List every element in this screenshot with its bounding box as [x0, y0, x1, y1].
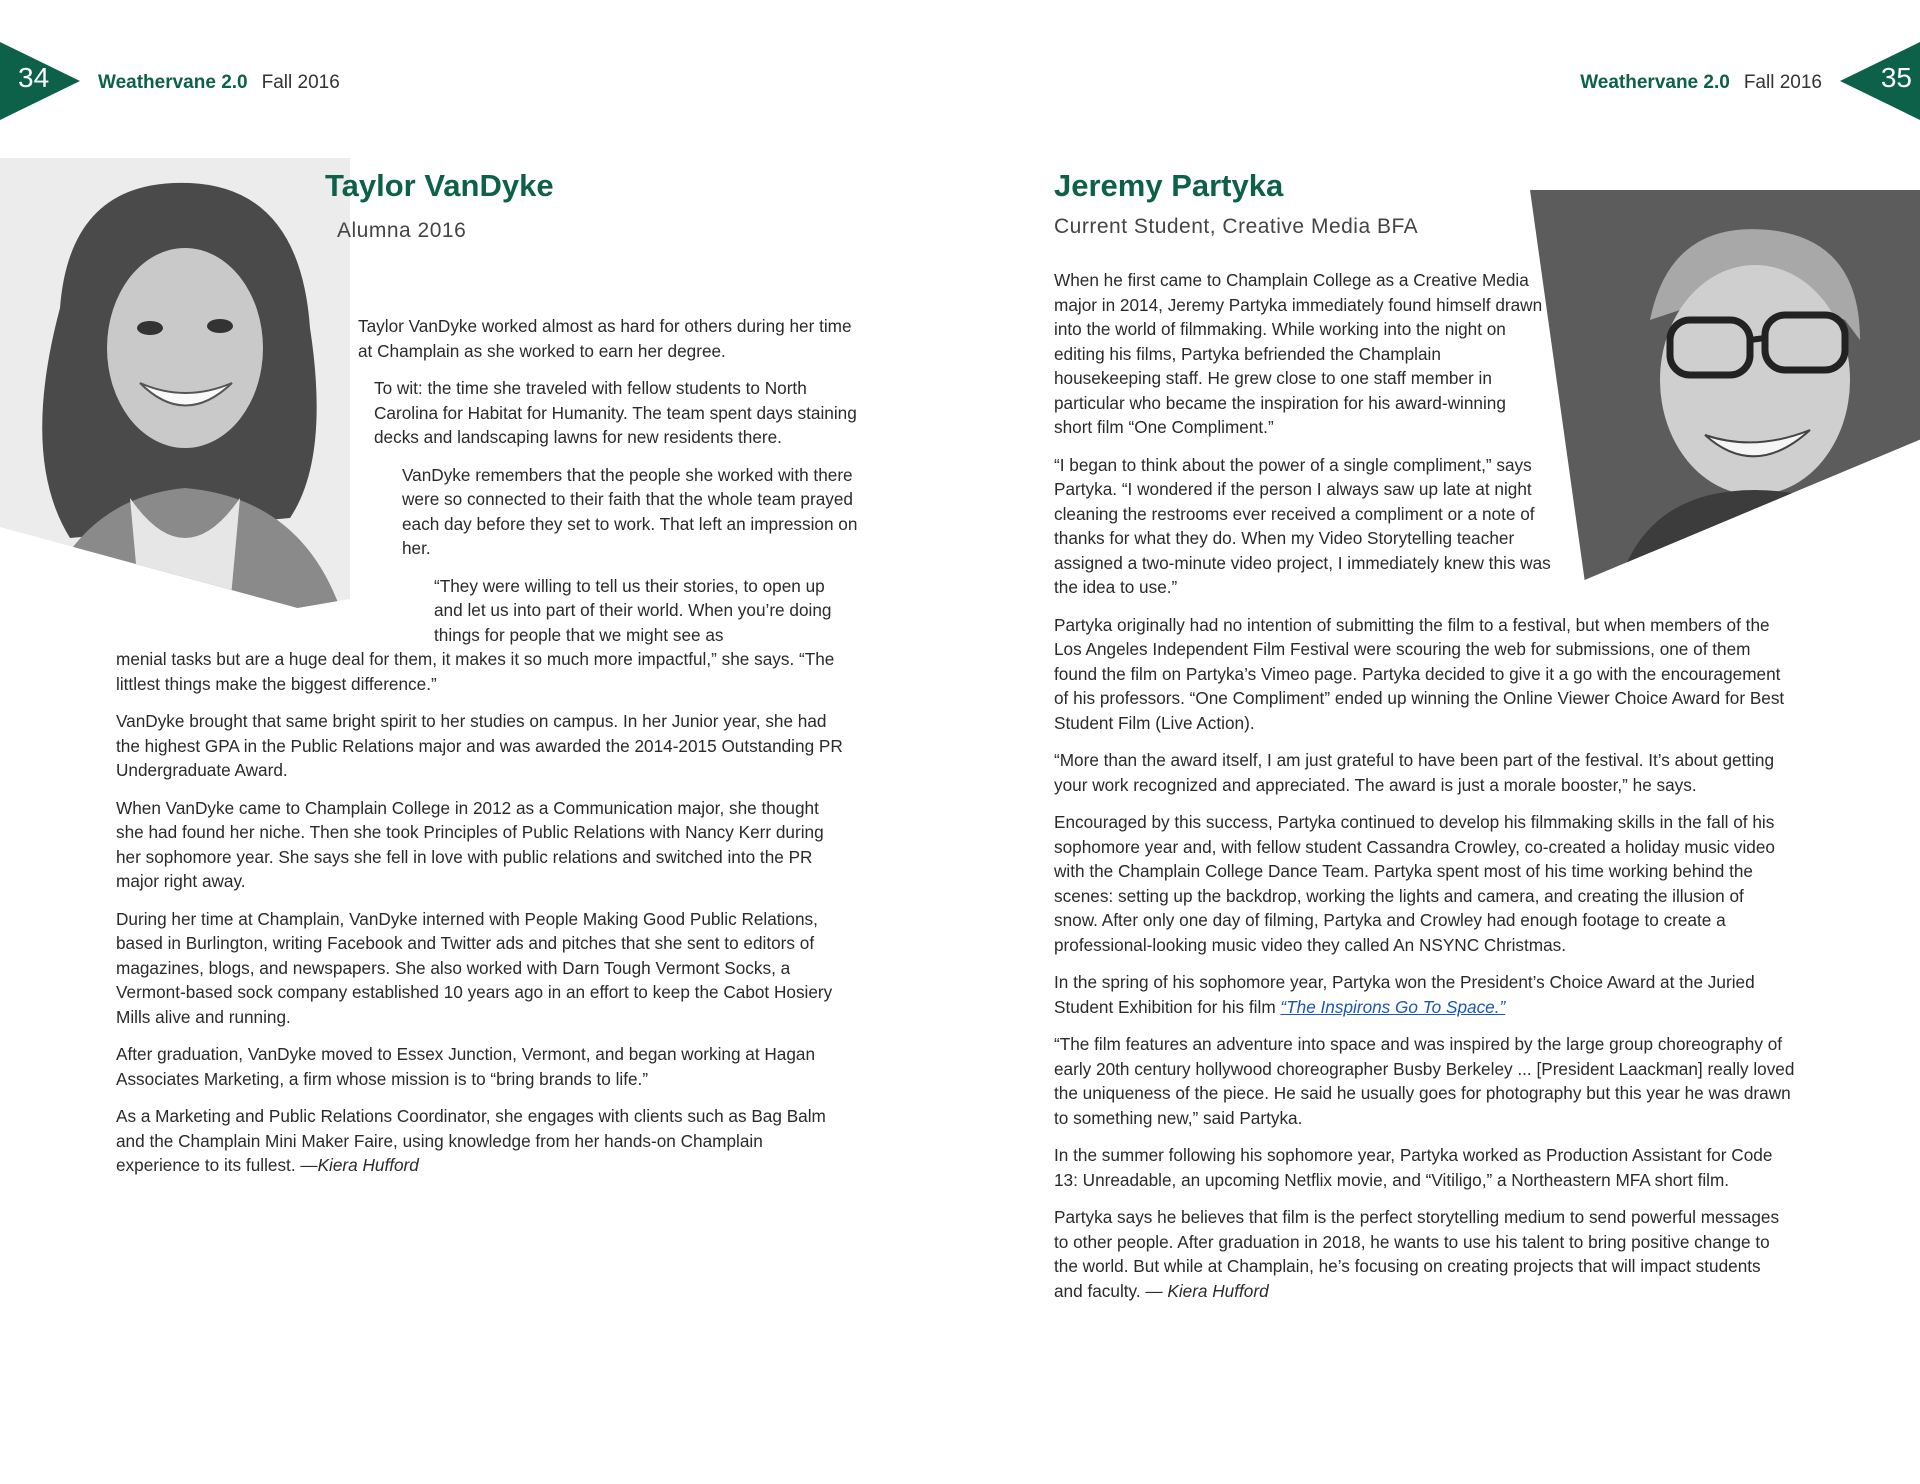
closing-text: Partyka says he believes that film is the perfect storytelling medium to send powerful messages to other people. After graduation in 2018, he wants to use his talent to bring positive change to the world. But while at Champlain, he’s focusing on creating projects that will impact students and faculty. — [1054, 1207, 1780, 1301]
quote-start: “They were willing to tell us their stories, to open up and let us into part of their world. When you’re doing things for people that we might see as — [434, 575, 832, 645]
paragraph: In the summer following his sophomore year, Partyka worked as Production Assistant for Code 13: Unreadable, an upcoming Netflix movie, and “Vitiligo,” a Northeastern MFA short film. — [1054, 1145, 1773, 1190]
paragraph: “I began to think about the power of a single compliment,” says Partyka. “I wondered if the person I always saw up late at night cleaning the restrooms ever received a compliment or a note of thanks for what they do. When my Video Storytelling teacher assigned a two-minute video project, I immediately knew this was the idea to use.” — [1054, 454, 1551, 597]
quote-paragraph — [116, 574, 856, 697]
paragraph: When he first came to Champlain College as a Creative Media major in 2014, Jeremy Partyka immediately found himself drawn into the world of filmmaking. While working into the night on editing his films, Partyka befriended the Champlain housekeeping staff. He grew close to one staff member in particular who became the inspiration for his award-winning short film “One Compliment.” — [1054, 270, 1543, 437]
film-link[interactable]: “The Inspirons Go To Space.” — [1280, 996, 1506, 1017]
paragraph: Encouraged by this success, Partyka continued to develop his filmmaking skills in the fall of his sophomore year and, with fellow student Cassandra Crowley, co-created a holiday music video with the Champlain College Dance Team. Partyka spent most of his time working behind the scenes: setting up the backdrop, working the lights and camera, and creating the illusion of snow. After only one day of filming, Partyka and Crowley had enough footage to create a professional-looking music video they called An NSYNC Christmas. — [1054, 812, 1775, 955]
page-number: 35 — [1880, 62, 1912, 93]
paragraph: Partyka originally had no intention of submitting the film to a festival, but when members of the Los Angeles Independent Film Festival were scouring the web for submissions, one of them found the film on Partyka’s Vimeo page. Partyka decided to give it a go with the encouragement of his professors. “One Compliment” ended up winning the Online Viewer Choice Award for Best Student Film (Live Action). — [1054, 614, 1785, 733]
award-text: In the spring of his sophomore year, Partyka won the President’s Choice Award at the Juried Student Exhibition for his film — [1054, 972, 1755, 1017]
profile-name: Jeremy Partyka — [1054, 168, 1284, 203]
quote-end: menial tasks but are a huge deal for them, it makes it so much more impactful,” she says. “The littlest things make the biggest difference.” — [116, 649, 835, 694]
paragraph: During her time at Champlain, VanDyke interned with People Making Good Public Relations, based in Burlington, writing Facebook and Twitter ads and pitches that she sent to editors of magazines, blogs, and newspapers. She also worked with Darn Tough Vermont Socks, a Vermont-based sock company established 10 years ago in an effort to keep the Cabot Hosiery Mills alive and running. — [116, 908, 833, 1027]
paragraph — [116, 1104, 836, 1178]
author-signature: —Kiera Hufford — [300, 1155, 419, 1175]
article-body-left — [116, 314, 856, 1191]
paragraph — [1054, 1205, 1794, 1303]
right-page — [960, 0, 1920, 1484]
paragraph: Taylor VanDyke worked almost as hard for others during her time at Champlain as she worked to earn her degree. — [358, 316, 852, 361]
paragraph: After graduation, VanDyke moved to Essex Junction, Vermont, and began working at Hagan Associates Marketing, a firm whose mission is to “bring brands to life.” — [116, 1044, 816, 1089]
paragraph: When VanDyke came to Champlain College in 2012 as a Communication major, she thought she had found her niche. Then she took Principles of Public Relations with Nancy Kerr during her sophomore year. She says she fell in love with public relations and switched into the PR major right away. — [116, 797, 824, 891]
running-header — [1580, 72, 1822, 94]
author-signature: — Kiera Hufford — [1145, 1280, 1269, 1301]
magazine-title: Weathervane 2.0 — [98, 72, 248, 93]
closing-text: As a Marketing and Public Relations Coordinator, she engages with clients such as Bag Balm and the Champlain Mini Maker Faire, using knowledge from her hands-on Champlain experience to its fullest. — [116, 1106, 826, 1175]
article-body-right — [1054, 268, 1794, 1316]
magazine-title: Weathervane 2.0 — [1580, 72, 1730, 93]
profile-name: Taylor VanDyke — [325, 168, 554, 203]
running-header — [98, 72, 340, 94]
paragraph: “The film features an adventure into space and was inspired by the large group choreography of early 20th century hollywood choreographer Busby Berkeley ... [President Laackman] really loved the uniqueness of the piece. He said he usually goes for photography but this year he was drawn to something new,” said Partyka. — [1054, 1034, 1795, 1128]
paragraph: “More than the award itself, I am just grateful to have been part of the festival. It’s about getting your work recognized and appreciated. The award is just a morale booster,” he says. — [1054, 750, 1775, 795]
page-number: 34 — [18, 62, 50, 93]
paragraph — [1054, 970, 1784, 1019]
issue-label: Fall 2016 — [261, 72, 340, 93]
profile-role: Current Student, Creative Media BFA — [1054, 215, 1419, 238]
profile-role: Alumna 2016 — [337, 219, 467, 242]
issue-label: Fall 2016 — [1743, 72, 1822, 93]
paragraph: VanDyke brought that same bright spirit to her studies on campus. In her Junior year, she had the highest GPA in the Public Relations major and was awarded the 2014-2015 Outstanding PR Undergraduate Award. — [116, 711, 843, 780]
paragraph: To wit: the time she traveled with fellow students to North Carolina for Habitat for Humanity. The team spent days staining decks and landscaping lawns for new residents there. — [374, 378, 857, 447]
paragraph: VanDyke remembers that the people she worked with there were so connected to their faith that the whole team prayed each day before they set to work. That left an impression on her. — [402, 464, 858, 558]
